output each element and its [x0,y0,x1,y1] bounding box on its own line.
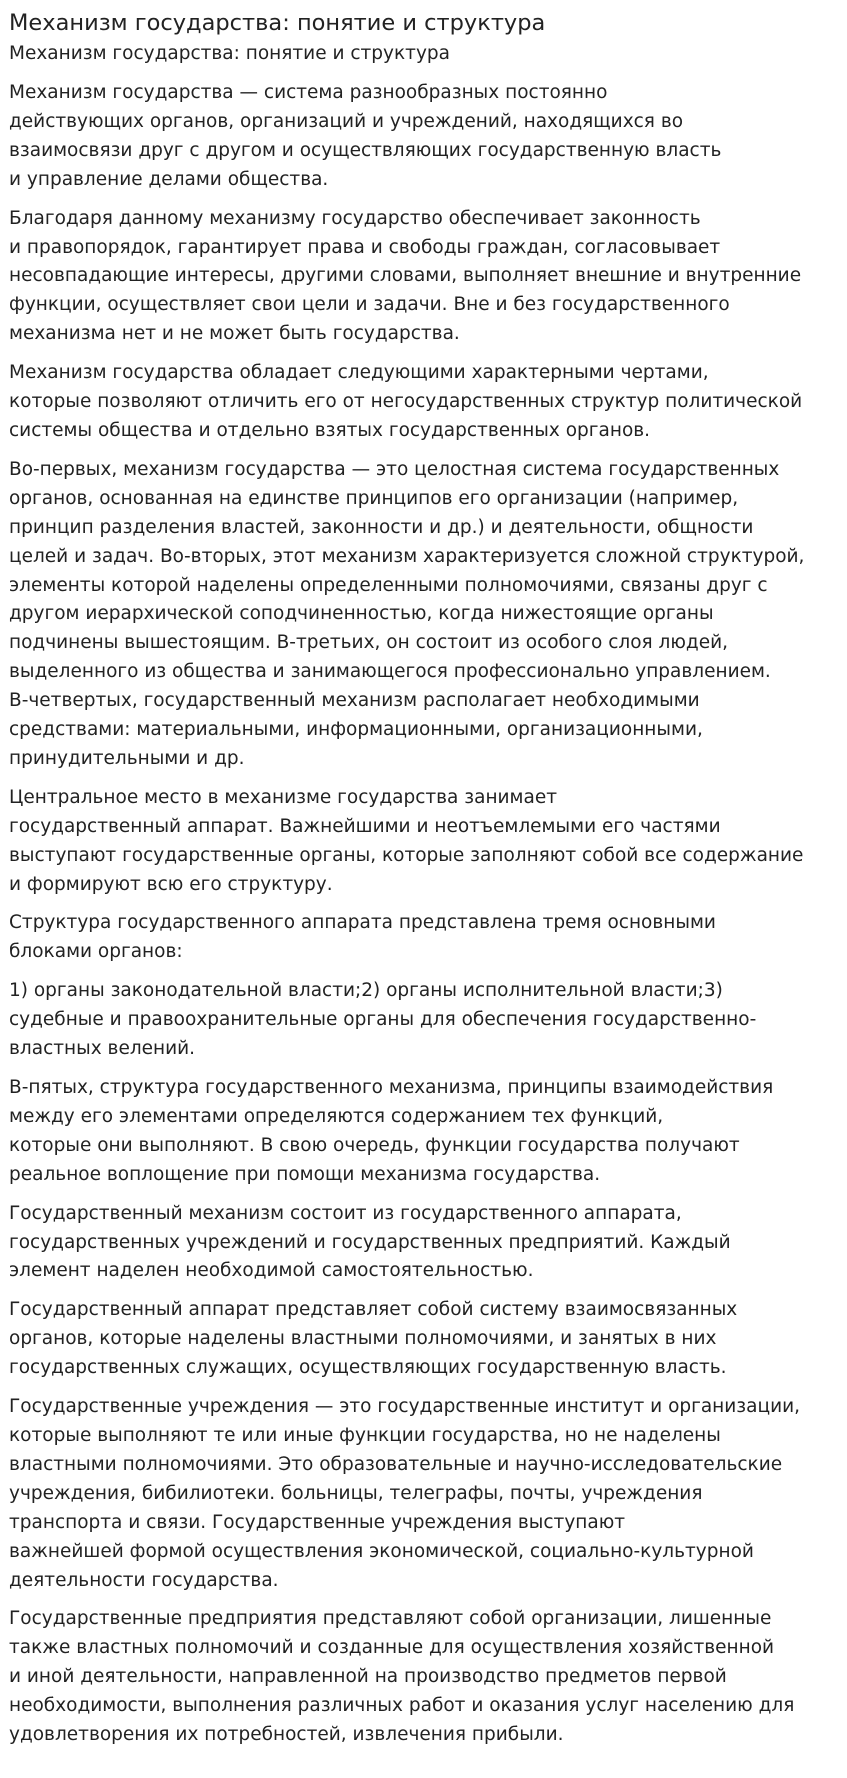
paragraph-fifth-feature: В-пятых, структура государственного механизма, принципы взаимодействия между его элементами определяются содержанием тех функций, которые они выполняют. В свою очередь, функции государства получают реальное воплощение при помощи механизма государства. [9,1077,774,1185]
paragraph-composition: Государственный механизм состоит из государственного аппарата, государственных учреждений и государственных предприятий. Каждый элемент наделен необходимой самостоятельностью. [9,1202,731,1282]
paragraph-structure-blocks: 1) органы законодательной власти;2) органы исполнительной власти;3) судебные и правоохранительные органы для обеспечения государственно- властных велений. [9,980,757,1060]
paragraph-features-intro: Механизм государства обладает следующими характерными чертами, которые позволяют отличить его от негосударственных структур политической системы общества и отдельно взятых государственных органов. [9,362,803,441]
page-title: Механизм государства: понятие и структура [9,10,546,36]
paragraph-apparatus: Государственный аппарат представляет собой систему взаимосвязанных органов, которые наделены властными полномочиями, и занятых в них государственных служащих, осуществляющих государственную власть. [9,1299,738,1379]
article-subtitle: Механизм государства: понятие и структура [9,43,450,64]
paragraph-definition: Механизм государства — система разнообразных постоянно действующих органов, организаций и учреждений, находящихся во взаимосвязи друг с другом и осуществляющих государственную власть и управление делами общества. [9,82,722,190]
paragraph-structure-intro: Структура государственного аппарата представлена тремя основными блоками органов: [9,912,716,963]
paragraph-central-place: Центральное место в механизме государства занимает государственный аппарат. Важнейшими и неотъемлемыми его частями выступают государственные органы, которые заполняют собой все содержание и формируют всю его структуру. [9,786,804,895]
paragraph-purpose: Благодаря данному механизму государство обеспечивает законность и правопорядок, гарантирует права и свободы граждан, согласовывает несовпадающие интересы, другими словами, выполняет внешние и внутренние функции, осуществляет свои цели и задачи. Вне и без государственного механизма нет и не может быть государства. [9,207,802,345]
paragraph-enterprises: Государственные предприятия представляют собой организации, лишенные также властных полномочий и созданные для осуществления хозяйственной и иной деятельности, направленной на производство предметов первой необходимости, выполнения различных работ и оказания услуг населению для удовлетворения их потребностей, извлечения прибыли. [9,1608,795,1746]
paragraph-institutions: Государственные учреждения — это государственные институт и организации, которые выполняют те или иные функции государства, но не наделены властными полномочиями. Это образовательные и научно-исследовательские учреждения, бибилиотеки. больницы, телеграфы, почты, учреждения транспорта и связи. Государственные учреждения выступают важнейшей формой осуществления экономической, социально-культурной деятельности государства. [9,1396,800,1591]
paragraph-features-list: Во-первых, механизм государства — это целостная система государственных органов, основанная на единстве принципов его организации (например, принцип разделения властей, законности и др.) и деятельности, общности целей и задач. Во-вторых, этот механизм характеризуется сложной структурой, элементы которой наделены определенными полномочиями, связаны друг с другом иерархической соподчиненностью, когда нижестоящие органы подчинены вышестоящим. В-третьих, он состоит из особого слоя людей, выделенного из общества и занимающегося профессионально управлением. В-четвертых, государственный механизм располагает необходимыми средствами: материальными, информационными, организационными, принудительными и др. [9,458,805,769]
